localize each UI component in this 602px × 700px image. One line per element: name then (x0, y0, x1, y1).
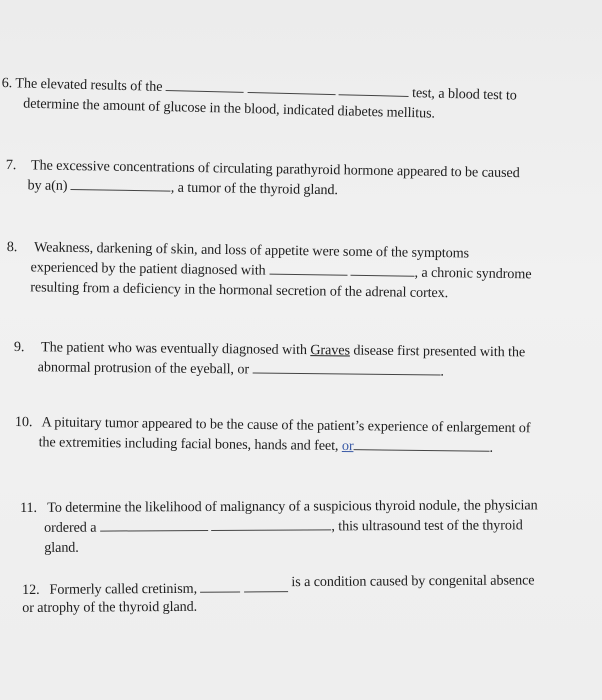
question-number: 11. (20, 499, 38, 516)
question-text: The patient who was eventually diagnosed with (41, 339, 307, 359)
question-text: Weakness, darkening of skin, and loss of appetite were some of the symptoms (33, 239, 470, 262)
question-9 (14, 337, 564, 383)
question-text: , this ultrasound test of the thyroid (331, 517, 523, 535)
answer-blank[interactable] (100, 518, 208, 532)
question-text: disease first presented with the (353, 342, 526, 361)
question-text: the extremities including facial bones, hands and feet, (38, 434, 339, 454)
answer-blank[interactable] (211, 517, 331, 531)
question-6 (1, 73, 572, 127)
answer-blank[interactable] (353, 437, 489, 452)
answer-blank[interactable] (200, 579, 240, 592)
question-number: 7. (5, 156, 17, 174)
answer-blank[interactable] (269, 262, 347, 276)
question-text: is a condition caused by congenital absence (291, 572, 535, 591)
question-7 (5, 155, 566, 204)
question-text: , a chronic syndrome (414, 264, 532, 283)
question-text: experienced by the patient diagnosed with (30, 259, 266, 279)
question-number: 6. (1, 74, 13, 92)
question-number: 9. (13, 338, 25, 356)
question-10 (15, 412, 575, 459)
question-text: determine the amount of glucose in the blood, indicated diabetes mellitus. (23, 95, 436, 122)
question-text: gland. (44, 539, 79, 556)
question-text: The excessive concentrations of circulating parathyroid hormone appeared to be caused (30, 157, 520, 182)
answer-blank[interactable] (247, 80, 335, 95)
underlined-word: or (341, 437, 354, 455)
question-text: The elevated results of the (15, 75, 163, 95)
question-11-line-2 (20, 515, 580, 538)
question-text: test, a blood test to (411, 85, 517, 104)
answer-blank[interactable] (166, 78, 244, 93)
question-8 (6, 237, 567, 305)
question-text: by a(n) (27, 177, 68, 194)
question-11-line-3 (20, 535, 580, 558)
question-text: . (489, 439, 494, 456)
answer-blank[interactable] (339, 82, 409, 97)
question-11 (20, 495, 580, 558)
question-text: , a tumor of the thyroid gland. (170, 179, 339, 199)
answer-blank[interactable] (244, 579, 288, 592)
answer-blank[interactable] (71, 177, 171, 192)
underlined-word: Graves (310, 342, 351, 359)
answer-blank[interactable] (252, 360, 440, 375)
question-number: 8. (6, 238, 18, 256)
question-12 (22, 572, 542, 618)
question-number: 10. (14, 413, 33, 431)
question-text: . (440, 363, 444, 380)
question-text: abnormal protrusion of the eyeball, or (37, 359, 250, 378)
question-text: A pituitary tumor appeared to be the cause of the patient’s experience of enlargement of (41, 414, 531, 437)
question-text: Formerly called cretinism, (49, 580, 198, 598)
question-text: To determine the likelihood of malignancy of a suspicious thyroid nodule, the physician (47, 497, 538, 516)
answer-blank[interactable] (350, 263, 414, 277)
question-number: 12. (22, 581, 40, 598)
question-text: resulting from a deficiency in the hormonal secretion of the adrenal cortex. (30, 279, 449, 302)
question-text: or atrophy of the thyroid gland. (22, 598, 198, 616)
question-text: ordered a (44, 519, 97, 536)
